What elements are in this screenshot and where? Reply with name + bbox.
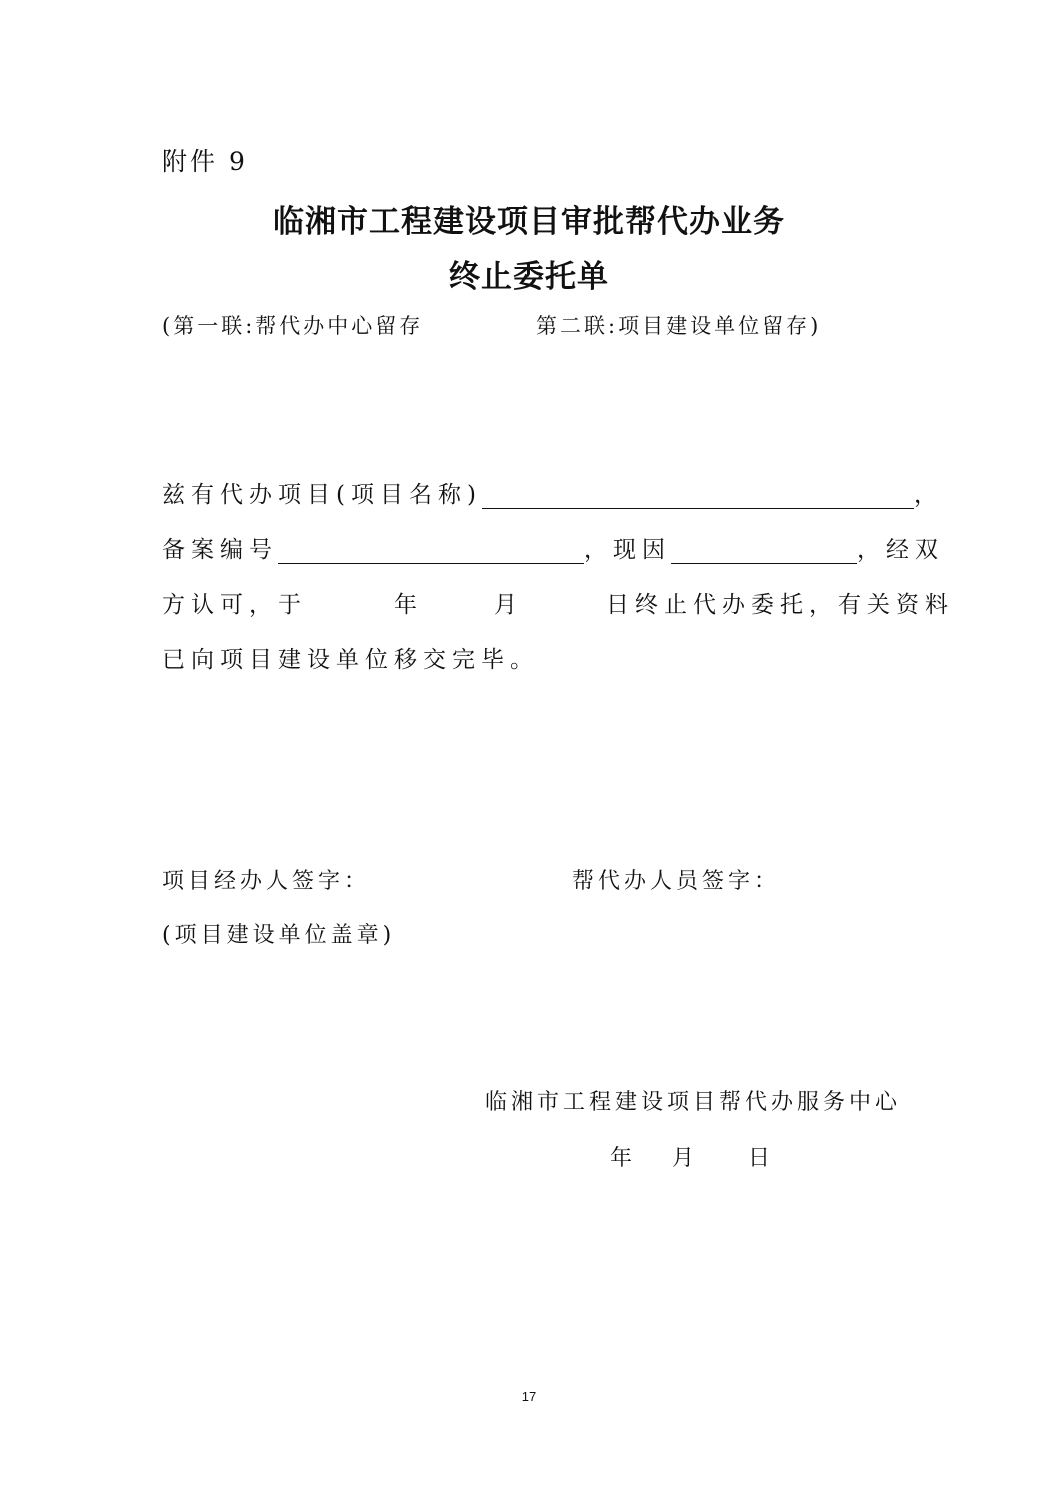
project-name-blank[interactable] [482,482,914,509]
copy-first-label: (第一联:帮代办中心留存 [162,314,424,338]
both-parties-text: ，经双 [857,537,944,563]
project-handler-signature-label: 项目经办人签字： [162,869,371,894]
service-center-name: 临湘市工程建设项目帮代办服务中心 [485,1090,902,1115]
termination-year: 年 [394,592,423,618]
seal-note: (项目建设单位盖章) [162,923,396,948]
reason-label: ，现因 [584,537,671,563]
copy-second-label: 第二联:项目建设单位留存) [536,314,822,338]
comma: ， [913,482,943,508]
termination-text: 日终止代办委托，有关资料 [606,592,954,618]
project-name-label: 兹有代办项目(项目名称) [162,482,482,508]
footer-date-year: 年 [610,1146,637,1171]
body-line-2 [162,531,944,564]
record-number-blank[interactable] [278,537,584,564]
reason-blank[interactable] [671,537,857,564]
body-line-1 [162,476,943,509]
record-number-label: 备案编号 [162,537,278,563]
body-line-3 [162,586,307,619]
agent-staff-signature-label: 帮代办人员签字： [572,869,781,894]
footer-date-month: 月 [672,1146,699,1171]
page-number: 17 [521,1389,537,1404]
body-line-4: 已向项目建设单位移交完毕。 [162,647,539,673]
footer-date-day: 日 [748,1146,775,1171]
document-title-line-2: 终止委托单 [449,259,609,295]
termination-month: 月 [494,592,523,618]
agreement-text: 方认可，于 [162,592,307,618]
annex-label: 附件 9 [162,147,248,176]
document-title-line-1: 临湘市工程建设项目审批帮代办业务 [273,204,785,240]
